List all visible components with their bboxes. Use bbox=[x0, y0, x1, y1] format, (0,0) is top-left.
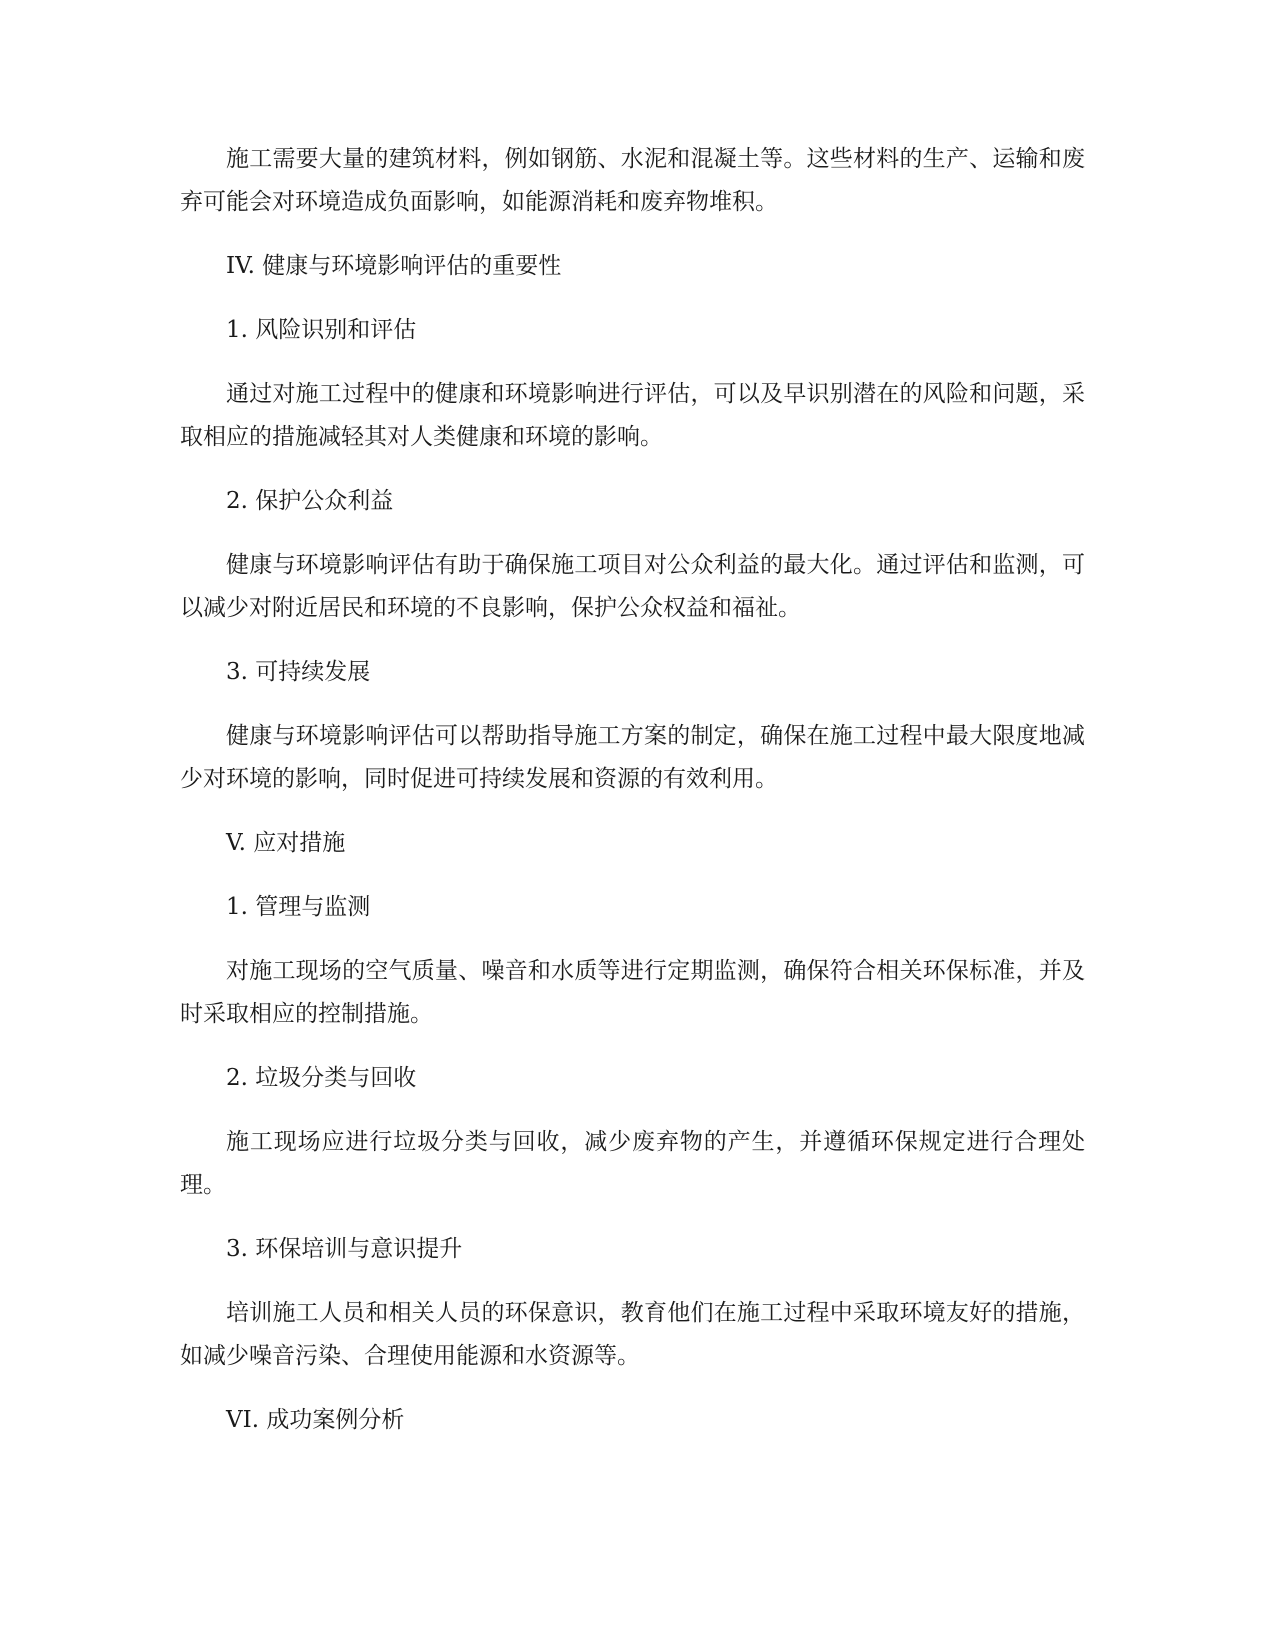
paragraph-risk-identification: 通过对施工过程中的健康和环境影响进行评估，可以及早识别潜在的风险和问题，采取相应的措施减轻其对人类健康和环境的影响。 bbox=[180, 381, 1085, 450]
paragraph-management-monitoring: 对施工现场的空气质量、噪音和水质等进行定期监测，确保符合相关环保标准，并及时采取相应的控制措施。 bbox=[180, 958, 1085, 1027]
subheading-waste-sorting: 2. 垃圾分类与回收 bbox=[226, 1065, 417, 1091]
subheading-risk-identification: 1. 风险识别和评估 bbox=[226, 317, 417, 343]
section-heading-vi: VI. 成功案例分析 bbox=[226, 1407, 405, 1433]
subheading-sustainable-development: 3. 可持续发展 bbox=[226, 659, 371, 685]
paragraph-materials: 施工需要大量的建筑材料，例如钢筋、水泥和混凝土等。这些材料的生产、运输和废弃可能会对环境造成负面影响，如能源消耗和废弃物堆积。 bbox=[180, 146, 1085, 215]
paragraph-sustainable-development: 健康与环境影响评估可以帮助指导施工方案的制定，确保在施工过程中最大限度地减少对环境的影响，同时促进可持续发展和资源的有效利用。 bbox=[180, 723, 1085, 792]
paragraph-public-interest: 健康与环境影响评估有助于确保施工项目对公众利益的最大化。通过评估和监测，可以减少对附近居民和环境的不良影响，保护公众权益和福祉。 bbox=[180, 552, 1085, 621]
paragraph-waste-sorting: 施工现场应进行垃圾分类与回收，减少废弃物的产生，并遵循环保规定进行合理处理。 bbox=[180, 1129, 1085, 1198]
subheading-management-monitoring: 1. 管理与监测 bbox=[226, 894, 371, 920]
paragraph-training-awareness: 培训施工人员和相关人员的环保意识，教育他们在施工过程中采取环境友好的措施，如减少噪音污染、合理使用能源和水资源等。 bbox=[180, 1300, 1085, 1369]
section-heading-iv: IV. 健康与环境影响评估的重要性 bbox=[226, 253, 562, 279]
document-page bbox=[180, 138, 1085, 1463]
subheading-public-interest: 2. 保护公众利益 bbox=[226, 488, 394, 514]
section-heading-v: V. 应对措施 bbox=[226, 830, 346, 856]
subheading-training-awareness: 3. 环保培训与意识提升 bbox=[226, 1236, 463, 1262]
